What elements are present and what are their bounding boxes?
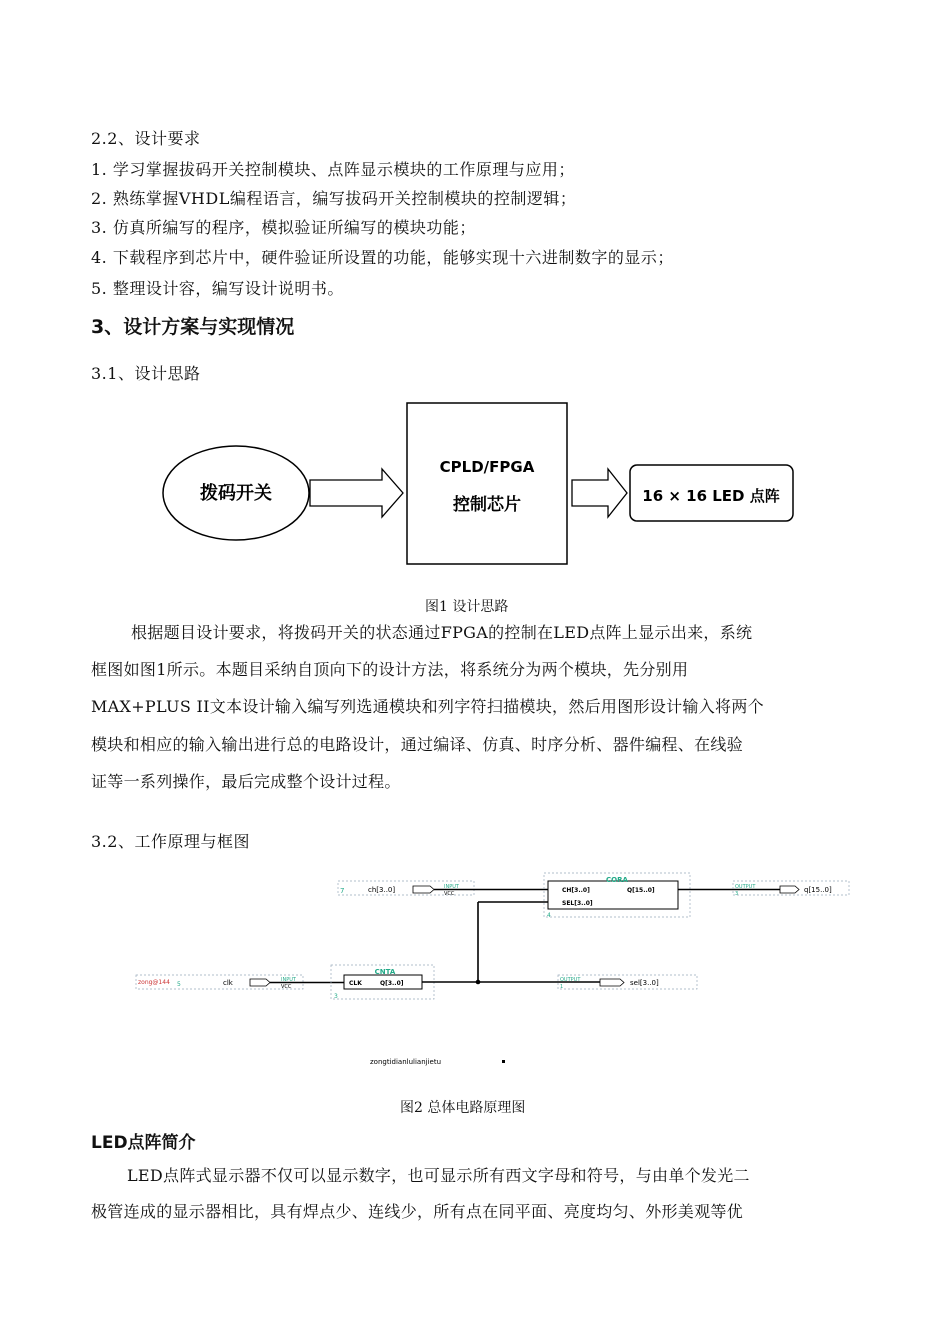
requirement-4: 4. 下载程序到芯片中，硬件验证所设置的功能，能够实现十六进制数字的显示； (91, 248, 674, 267)
arrow-2 (572, 469, 627, 517)
para1-line3: MAX+PLUS II文本设计输入编写列选通模块和列字符扫描模块，然后用图形设计输入将两个 (91, 697, 764, 716)
cora-port-1: CH[3..0] (562, 887, 590, 894)
cnta-num: 3 (334, 993, 338, 1000)
figure-1-caption: 图1 设计思路 (425, 599, 509, 615)
figure-2-caption: 图2 总体电路原理图 (400, 1100, 526, 1116)
cnta-port-2: Q[3..0] (380, 980, 404, 987)
chip-line1: CPLD/FPGA (439, 458, 535, 476)
led-section-title: LED点阵简介 (91, 1133, 196, 1153)
section-3-1-title: 3.1、设计思路 (91, 364, 201, 383)
requirement-2: 2. 熟练掌握VHDL编程语言，编写拔码开关控制模块的控制逻辑； (91, 189, 577, 208)
input-tag-1: INPUT (444, 884, 459, 890)
vcc-2: VCC (281, 984, 292, 990)
requirement-3: 3. 仿真所编写的程序，模拟验证所编写的模块功能； (91, 218, 476, 237)
cora-port-3: SEL[3..0] (562, 900, 593, 907)
figure-2-schematic (130, 865, 860, 1080)
chip-line2: 控制芯片 (453, 495, 521, 515)
para2-line1: LED点阵式显示器不仅可以显示数字，也可显示所有西文字母和符号，与由单个发光二 (127, 1166, 750, 1185)
cnta-title: CNTA (374, 968, 396, 976)
input-tag-2: INPUT (281, 977, 296, 983)
output-tag-1: OUTPUT (735, 884, 756, 890)
section-3-2-title: 3.2、工作原理与框图 (91, 832, 250, 851)
out-num-2: 1 (560, 984, 564, 990)
requirement-1: 1. 学习掌握拔码开关控制模块、点阵显示模块的工作原理与应用； (91, 160, 575, 179)
in-num-1: 7 (340, 887, 345, 895)
led-label: 16 × 16 LED 点阵 (642, 487, 780, 505)
chip-box (407, 403, 567, 564)
section-2-2-title: 2.2、设计要求 (91, 129, 201, 148)
switch-label: 拨码开关 (200, 483, 272, 504)
out-num-1: 3 (735, 891, 739, 897)
para2-line2: 极管连成的显示器相比，具有焊点少、连线少，所有点在同平面、亮度均匀、外形美观等优 (91, 1202, 744, 1221)
section-3-heading: 3、设计方案与实现情况 (91, 316, 295, 338)
in-num-2: 5 (177, 981, 181, 988)
arrow-1 (310, 469, 403, 517)
para1-line2: 框图如图1所示。本题目采纳自顶向下的设计方法，将系统分为两个模块，先分别用 (91, 660, 689, 679)
cora-num: 4 (547, 912, 551, 919)
para1-line5: 证等一系列操作，最后完成整个设计过程。 (91, 772, 401, 791)
cora-title: CORA (606, 876, 628, 884)
figure-1-block-diagram (150, 395, 810, 575)
schematic-file-name: zongtidianlulianjietu (370, 1058, 442, 1066)
out-name-1: q[15..0] (804, 886, 832, 894)
requirement-5: 5. 整理设计容，编写设计说明书。 (91, 279, 344, 298)
output-tag-2: OUTPUT (560, 977, 581, 983)
in-name-2: clk (223, 979, 233, 987)
in-name-1: ch[3..0] (368, 886, 396, 894)
out-name-2: sel[3..0] (630, 979, 659, 987)
cnta-port-1: CLK (349, 980, 362, 987)
vcc-1: VCC (444, 891, 455, 897)
para1-line4: 模块和相应的输入输出进行总的电路设计，通过编译、仿真、时序分析、器件编程、在线验 (91, 735, 744, 754)
cora-port-2: Q[15..0] (627, 887, 655, 894)
para1-line1: 根据题目设计要求，将拨码开关的状态通过FPGA的控制在LED点阵上显示出来，系统 (131, 623, 753, 642)
in-pin-2: zong@144 (138, 979, 170, 986)
